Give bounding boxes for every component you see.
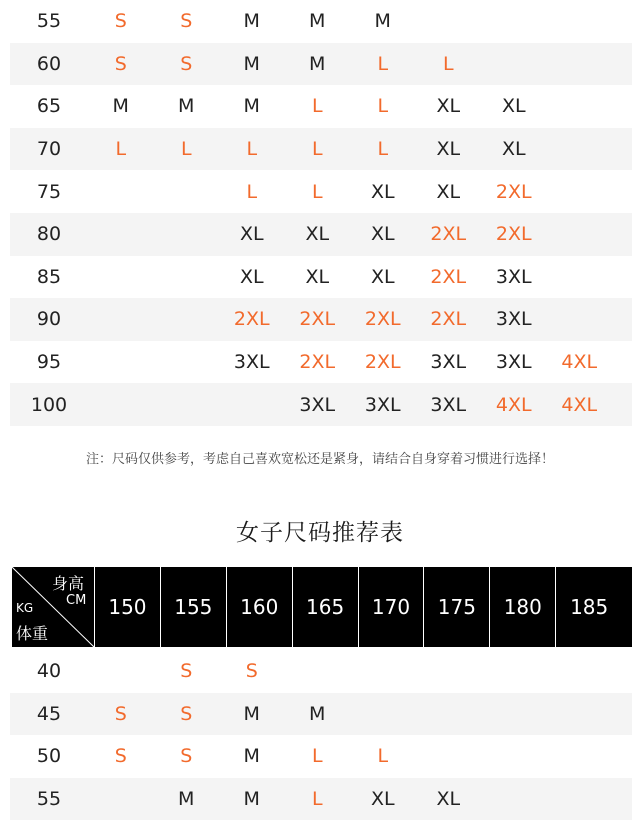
weight-cell: 50 (36, 745, 62, 768)
weight-cell: 75 (36, 180, 62, 203)
size-cell: M (309, 10, 326, 33)
size-cell: S (180, 745, 193, 768)
table-row (10, 128, 632, 171)
table-row (10, 170, 632, 213)
weight-cell: 95 (36, 351, 62, 374)
size-cell: M (178, 95, 195, 118)
header-corner (12, 567, 95, 647)
size-cell: M (243, 10, 260, 33)
size-cell: S (114, 10, 127, 33)
weight-cell: 45 (36, 702, 62, 725)
women-table-title: 女子尺码推荐表 (236, 520, 404, 546)
size-cell: S (245, 660, 258, 683)
size-cell: 2XL (495, 180, 532, 203)
table-row (10, 0, 632, 43)
size-cell: XL (436, 180, 461, 203)
height-col-160: 160 (227, 567, 293, 647)
size-cell: L (180, 138, 192, 161)
size-cell: 2XL (430, 308, 467, 331)
table-row (10, 341, 632, 384)
size-note: 注：尺码仅供参考，考虑自己喜欢宽松还是紧身，请结合自身穿着习惯进行选择！ (85, 452, 554, 467)
weight-cell: 40 (36, 660, 62, 683)
size-cell: XL (501, 95, 526, 118)
men-size-table (10, 0, 632, 426)
size-cell: L (311, 745, 323, 768)
size-cell: 3XL (495, 308, 532, 331)
size-cell: XL (370, 265, 395, 288)
size-cell: 3XL (233, 351, 270, 374)
size-cell: 3XL (299, 393, 336, 416)
size-cell: XL (501, 138, 526, 161)
size-cell: S (114, 745, 127, 768)
size-cell: S (180, 702, 193, 725)
size-cell: S (114, 702, 127, 725)
height-col-165: 165 (293, 567, 359, 647)
height-col-180: 180 (490, 567, 556, 647)
weight-cell: 65 (36, 95, 62, 118)
size-cell: M (243, 52, 260, 75)
table-row (10, 43, 632, 86)
size-cell: M (243, 788, 260, 811)
table-row (10, 298, 632, 341)
table-row (10, 383, 632, 426)
weight-cell: 70 (36, 138, 62, 161)
size-cell: 2XL (233, 308, 270, 331)
size-cell: 3XL (430, 351, 467, 374)
size-cell: M (243, 745, 260, 768)
size-cell: M (178, 788, 195, 811)
size-cell: L (311, 788, 323, 811)
table-row (10, 778, 632, 820)
size-cell: M (243, 702, 260, 725)
height-col-175: 175 (424, 567, 490, 647)
women-table-header (12, 567, 632, 647)
size-cell: XL (305, 223, 330, 246)
size-cell: L (377, 745, 389, 768)
size-cell: 2XL (364, 308, 401, 331)
weight-label: 体重 (16, 624, 49, 643)
table-row (10, 213, 632, 256)
height-label: 身高 (52, 574, 85, 593)
size-cell: L (377, 138, 389, 161)
size-cell: M (309, 52, 326, 75)
table-row (10, 85, 632, 128)
size-cell: S (180, 660, 193, 683)
size-cell: M (243, 95, 260, 118)
size-cell: S (114, 52, 127, 75)
size-cell: 3XL (495, 265, 532, 288)
size-cell: S (180, 52, 193, 75)
size-cell: L (442, 52, 454, 75)
size-cell: XL (436, 95, 461, 118)
size-cell: 3XL (364, 393, 401, 416)
weight-cell: 55 (36, 10, 62, 33)
table-row (10, 256, 632, 299)
table-row (10, 693, 632, 736)
size-cell: L (311, 180, 323, 203)
height-col-150: 150 (95, 567, 161, 647)
weight-cell: 90 (36, 308, 62, 331)
size-cell: 2XL (299, 351, 336, 374)
size-cell: 2XL (495, 223, 532, 246)
weight-cell: 100 (30, 393, 68, 416)
table-row (10, 735, 632, 778)
kg-label: KG (16, 601, 34, 615)
size-cell: XL (436, 138, 461, 161)
weight-cell: 60 (36, 52, 62, 75)
size-cell: 2XL (430, 223, 467, 246)
size-cell: XL (370, 788, 395, 811)
women-size-table (10, 650, 632, 820)
size-cell: M (309, 702, 326, 725)
size-cell: XL (239, 265, 264, 288)
size-cell: 2XL (430, 265, 467, 288)
size-cell: 4XL (495, 393, 532, 416)
size-cell: XL (370, 223, 395, 246)
size-cell: 3XL (495, 351, 532, 374)
size-cell: 3XL (430, 393, 467, 416)
size-cell: 2XL (364, 351, 401, 374)
weight-cell: 85 (36, 265, 62, 288)
table-row (10, 650, 632, 693)
size-cell: 4XL (561, 393, 598, 416)
size-cell: XL (370, 180, 395, 203)
size-cell: L (115, 138, 127, 161)
weight-cell: 55 (36, 788, 62, 811)
height-col-185: 185 (570, 595, 609, 619)
size-cell: XL (239, 223, 264, 246)
height-col-170: 170 (359, 567, 425, 647)
size-cell: L (311, 138, 323, 161)
size-cell: 2XL (299, 308, 336, 331)
size-cell: 4XL (561, 351, 598, 374)
size-cell: M (112, 95, 129, 118)
size-cell: XL (305, 265, 330, 288)
size-cell: M (374, 10, 391, 33)
weight-cell: 80 (36, 223, 62, 246)
size-cell: L (377, 52, 389, 75)
size-cell: L (377, 95, 389, 118)
size-cell: L (246, 138, 258, 161)
size-cell: L (311, 95, 323, 118)
size-cell: XL (436, 788, 461, 811)
size-cell: L (246, 180, 258, 203)
size-cell: S (180, 10, 193, 33)
height-col-155: 155 (161, 567, 227, 647)
cm-label: CM (66, 593, 87, 608)
